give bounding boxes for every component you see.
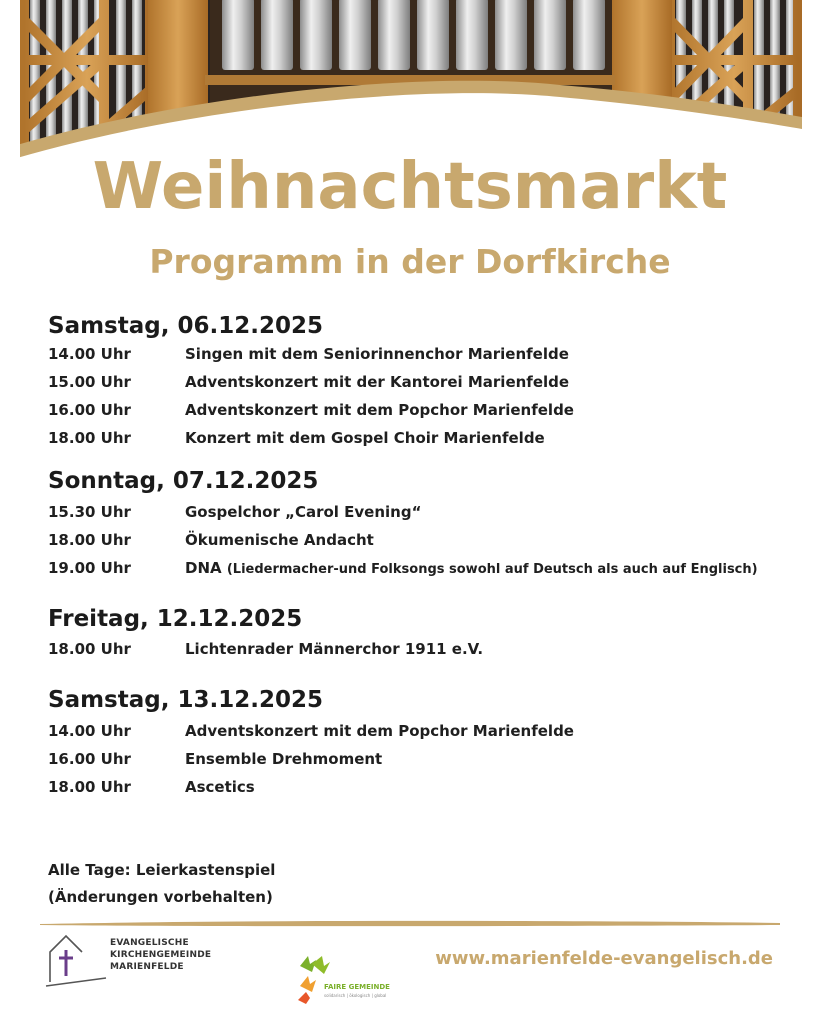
- event-title: Adventskonzert mit dem Popchor Marienfelde: [185, 401, 574, 419]
- page-title: Weihnachtsmarkt: [92, 150, 728, 224]
- organ-pipe: [534, 0, 566, 70]
- fair-community-name: FAIRE GEMEINDE: [324, 983, 390, 991]
- event-title: Adventskonzert mit der Kantorei Marienfelde: [185, 373, 570, 391]
- organ-pipe: [339, 0, 371, 70]
- event-title-with-note: [185, 559, 758, 577]
- event-title: Ensemble Drehmoment: [185, 750, 383, 768]
- organ-photo: [0, 0, 820, 175]
- organ-pipe: [222, 0, 254, 70]
- organ-pipe: [378, 0, 410, 70]
- event-title: Gospelchor „Carol Evening“: [185, 503, 422, 521]
- event-time: 16.00 Uhr: [48, 401, 131, 419]
- event-title: Ascetics: [185, 778, 255, 796]
- event-time: 19.00 Uhr: [48, 559, 131, 577]
- organ-pipe: [495, 0, 527, 70]
- day-heading: Freitag, 12.12.2025: [48, 606, 303, 632]
- day-heading: Sonntag, 07.12.2025: [48, 468, 319, 494]
- event-time: 15.30 Uhr: [48, 503, 131, 521]
- event-title: Adventskonzert mit dem Popchor Marienfelde: [185, 722, 574, 740]
- event-title: Konzert mit dem Gospel Choir Marienfelde: [185, 429, 545, 447]
- organ-pipe: [573, 0, 605, 70]
- day-heading: Samstag, 06.12.2025: [48, 313, 323, 339]
- event-time: 18.00 Uhr: [48, 429, 131, 447]
- organ-pipe: [456, 0, 488, 70]
- fair-community-tagline: solidarisch | ökologisch | global: [324, 993, 387, 998]
- event-time: 14.00 Uhr: [48, 722, 131, 740]
- gold-divider: [40, 918, 780, 930]
- event-title: Lichtenrader Männerchor 1911 e.V.: [185, 640, 484, 658]
- disclaimer-note: (Änderungen vorbehalten): [48, 888, 273, 906]
- church-name: EVANGELISCHE KIRCHENGEMEINDE MARIENFELDE: [110, 938, 212, 972]
- day-heading: Samstag, 13.12.2025: [48, 687, 323, 713]
- event-time: 14.00 Uhr: [48, 345, 131, 363]
- event-time: 18.00 Uhr: [48, 531, 131, 549]
- event-time: 16.00 Uhr: [48, 750, 131, 768]
- organ-pipe: [417, 0, 449, 70]
- event-title: DNA: [185, 559, 222, 577]
- organ-pipe: [300, 0, 332, 70]
- event-time: 15.00 Uhr: [48, 373, 131, 391]
- event-title: Ökumenische Andacht: [185, 531, 374, 549]
- organ-pipe: [261, 0, 293, 70]
- event-time: 18.00 Uhr: [48, 778, 131, 796]
- event-title: Singen mit dem Seniorinnenchor Marienfelde: [185, 345, 569, 363]
- page-subtitle: Programm in der Dorfkirche: [149, 242, 671, 281]
- website-link[interactable]: www.marienfelde-evangelisch.de: [435, 948, 773, 969]
- event-note: (Liedermacher-und Folksongs sowohl auf Deutsch als auch auf Englisch): [226, 562, 758, 577]
- event-time: 18.00 Uhr: [48, 640, 131, 658]
- daily-note: Alle Tage: Leierkastenspiel: [48, 861, 276, 879]
- church-logo-icon: [44, 932, 112, 990]
